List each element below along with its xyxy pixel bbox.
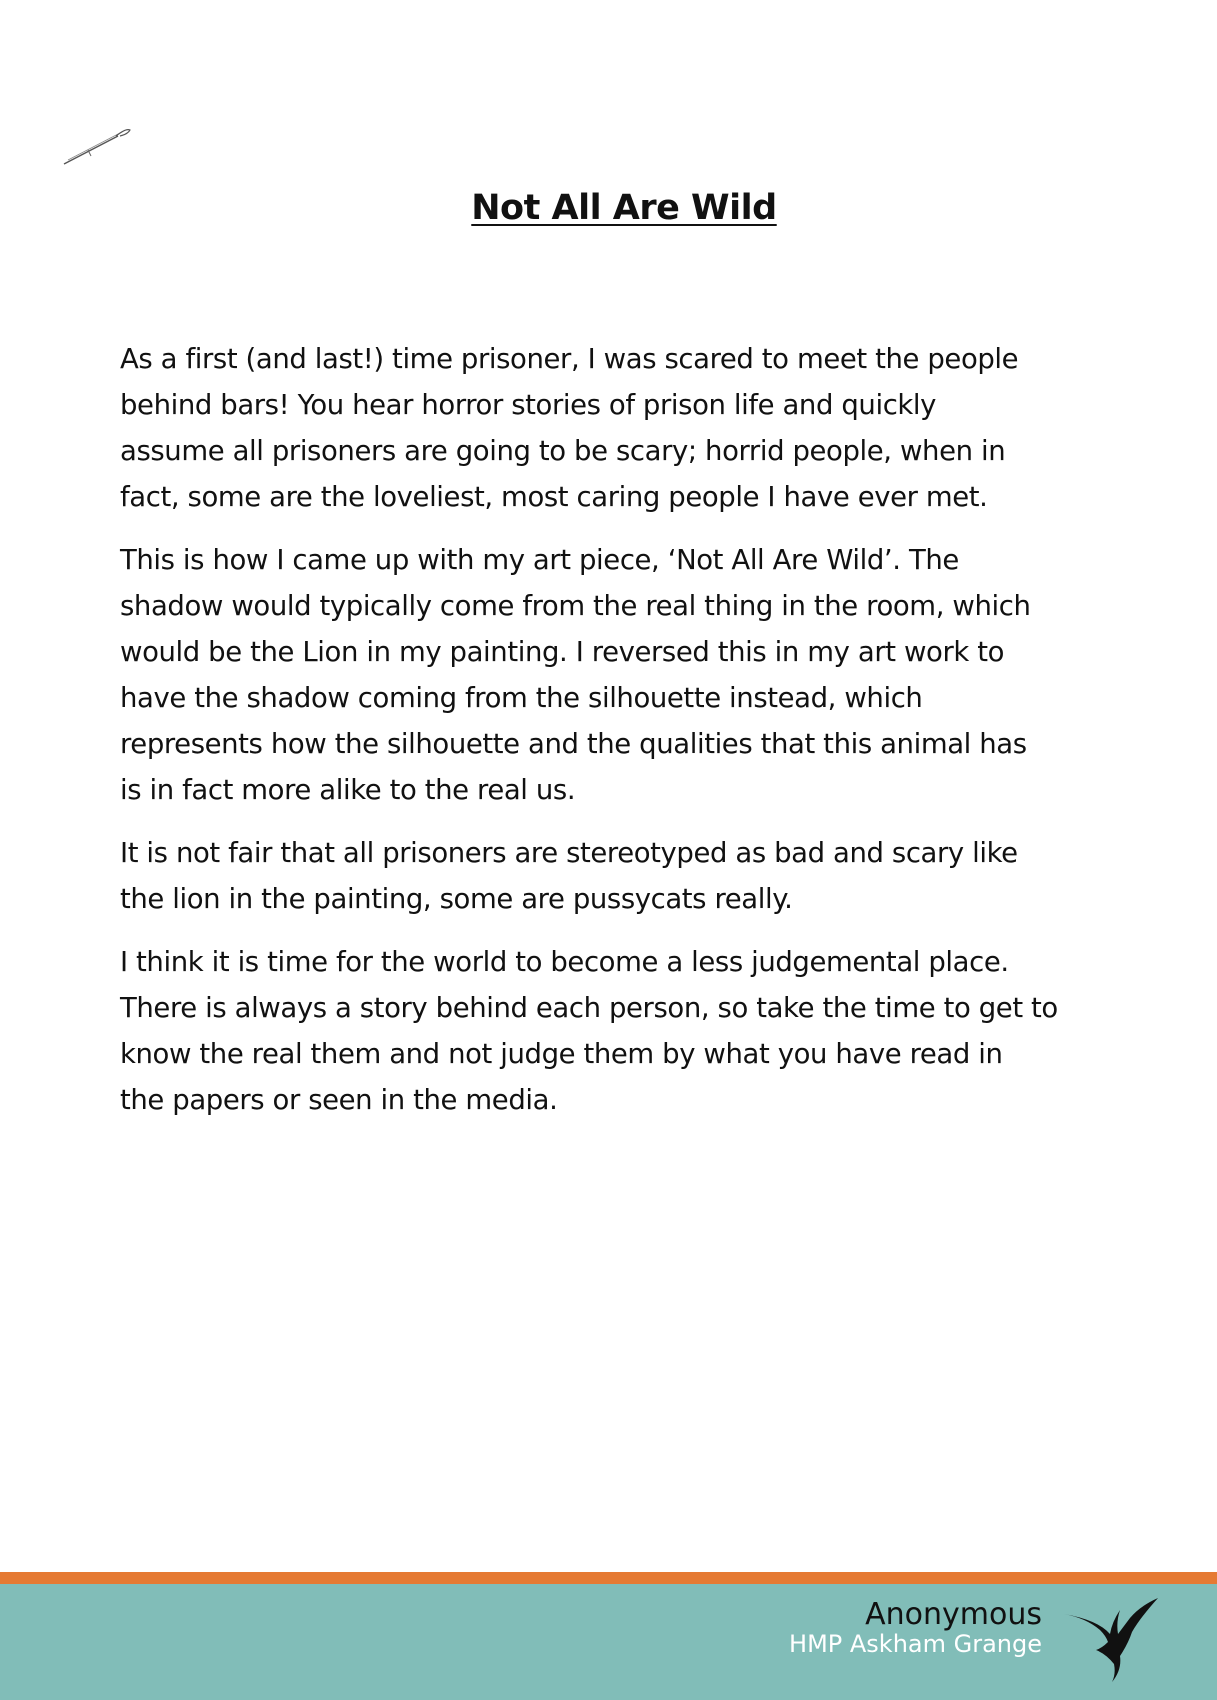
- paragraph-1: [120, 336, 1120, 520]
- text-line: would be the Lion in my painting. I reversed this in my art work to: [120, 636, 1005, 668]
- text-line: fact, some are the loveliest, most caring people I have ever met.: [120, 481, 988, 513]
- organisation-name: HMP Askham Grange: [789, 1630, 1042, 1658]
- text-line: behind bars! You hear horror stories of prison life and quickly: [120, 389, 937, 421]
- text-line: There is always a story behind each person, so take the time to get to: [120, 992, 1058, 1024]
- text-line: is in fact more alike to the real us.: [120, 774, 576, 806]
- text-line: This is how I came up with my art piece, ‘Not All Are Wild’. The: [120, 544, 959, 576]
- paragraph-3: [120, 830, 1120, 922]
- text-line: assume all prisoners are going to be scary; horrid people, when in: [120, 435, 1006, 467]
- footer-accent-stripe: [0, 1572, 1217, 1584]
- paragraph-4: [120, 939, 1120, 1123]
- paragraph-2: [120, 537, 1120, 813]
- text-line: It is not fair that all prisoners are stereotyped as bad and scary like: [120, 837, 1018, 869]
- text-line: As a first (and last!) time prisoner, I was scared to meet the people: [120, 343, 1019, 375]
- author-name: Anonymous: [865, 1597, 1042, 1632]
- scan-pen-mark: [60, 120, 140, 170]
- text-line: I think it is time for the world to become a less judgemental place.: [120, 946, 1009, 978]
- document-body: [120, 336, 1120, 1140]
- text-line: represents how the silhouette and the qualities that this animal has: [120, 728, 1027, 760]
- text-line: know the real them and not judge them by what you have read in: [120, 1038, 1003, 1070]
- bird-logo-icon: [1062, 1592, 1158, 1684]
- document-title: Not All Are Wild: [471, 188, 777, 228]
- text-line: shadow would typically come from the real thing in the room, which: [120, 590, 1031, 622]
- text-line: have the shadow coming from the silhouette instead, which: [120, 682, 923, 714]
- text-line: the lion in the painting, some are pussycats really.: [120, 883, 793, 915]
- text-line: the papers or seen in the media.: [120, 1084, 558, 1116]
